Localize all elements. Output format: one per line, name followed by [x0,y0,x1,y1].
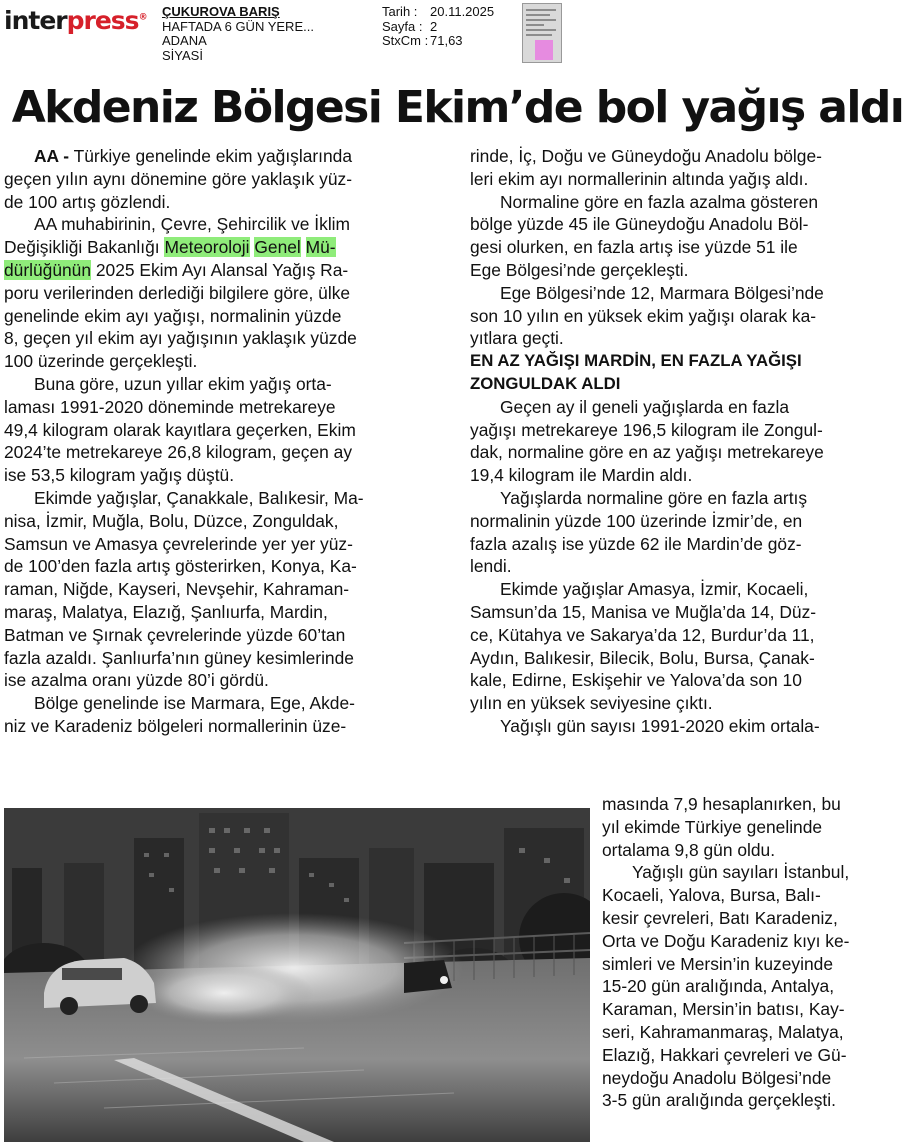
text-line: bölge yüzde 45 ile Güneydoğu Anadolu Böl- [470,214,809,235]
text-line: Batman ve Şırnak çevrelerinde yüzde 60’tan [4,624,346,645]
byline: AA - [34,146,70,166]
rain-street-photo [4,808,590,1142]
text-line: Ege Bölgesi’nde 12, Marmara Bölgesi’nde [500,282,824,303]
highlighted-line: Değişikliği Bakanlığı Meteoroloji Genel Mü- [4,237,336,258]
subheading: EN AZ YAĞIŞI MARDİN, EN FAZLA YAĞIŞI [470,351,802,371]
meta-stxcm: StxCm : 71,63 [382,33,463,48]
text-line: kesir çevreleri, Batı Karadeniz, [602,907,838,928]
text-line: Samsun ve Amasya çevrelerinde yer yer yüz- [4,533,353,554]
highlight-keyword: dürlüğünün [4,259,92,280]
text-line: seri, Kahramanmaraş, Malatya, [602,1021,844,1042]
text-line: yıl ekimde Türkiye genelinde [602,816,823,837]
interpress-logo: interpress® [4,6,147,35]
text-line: ise 53,5 kilogram yağış düştü. [4,465,235,486]
text-line: Yağışlı gün sayıları İstanbul, [632,862,850,883]
article-column-1 [4,145,444,738]
text-line: 100 üzerinde gerçekleşti. [4,351,198,372]
text-line: AA muhabirinin, Çevre, Şehircilik ve İklim [34,214,351,235]
text-line: ce, Kütahya ve Sakarya’da 12, Burdur’da 11, [470,624,815,645]
text-line: leri ekim ayı normallerinin altında yağış aldı. [470,168,809,189]
publication-city: ADANA [162,33,207,48]
text-line: yılın en yüksek seviyesine çıktı. [470,693,713,714]
text-line: geçen yılın aynı dönemine göre yaklaşık yüz- [4,168,352,189]
text-line: dak, normaline göre en az yağışı metrekareye [470,442,824,463]
highlight-keyword: Genel [254,237,301,258]
text-line: simleri ve Mersin’in kuzeyinde [602,953,833,974]
text-line: Buna göre, uzun yıllar ekim yağış orta- [34,373,332,394]
text-line: normalinin yüzde 100 üzerinde İzmir’de, en [470,510,803,531]
text-line: son 10 yılın en yüksek ekim yağışı olarak ka- [470,305,817,326]
clipping-meta [382,5,494,49]
text-line: yıtlara geçti. [470,328,564,349]
text-line: 2024’te metrekareye 26,8 kilogram, geçen ay [4,442,353,463]
text-line: kale, Edirne, Eskişehir ve Yalova’da son 10 [470,670,802,691]
text-line: Geçen ay il geneli yağışlarda en fazla [500,396,790,417]
text-line: fazla azalış ise yüzde 62 ile Mardin’de göz- [470,533,802,554]
text-line: Kocaeli, Yalova, Bursa, Balı- [602,885,821,906]
text-line: 15-20 gün aralığında, Antalya, [602,976,835,997]
text-line: de 100 artış gözlendi. [4,191,171,212]
text-line: niz ve Karadeniz bölgeleri normallerinin üze- [4,715,347,736]
text-line: nisa, İzmir, Muğla, Bolu, Düzce, Zonguldak, [4,510,339,531]
text-line: yağışı metrekareye 196,5 kilogram ile Zongul- [470,419,823,440]
text-line: gesi olurken, en fazla artış ise yüzde 51 ile [470,237,798,258]
text-line: Elazığ, Hakkari çevreleri ve Gü- [602,1044,847,1065]
text-line: laması 1991-2020 döneminde metrekareye [4,396,336,417]
text-line: de 100’den fazla artış gösterirken, Konya, Ka- [4,556,357,577]
text-line: dürlüğünün 2025 Ekim Ayı Alansal Yağış Ra- [4,259,349,280]
text-line: maraş, Malatya, Elazığ, Şanlıurfa, Mardin, [4,601,328,622]
text-line: Bölge genelinde ise Marmara, Ege, Akde- [34,693,355,714]
article-column-3 [602,793,907,1112]
publication-frequency: HAFTADA 6 GÜN YERE... [162,18,314,34]
text-line: poru verilerinden derlediği bilgilere göre, ülke [4,282,351,303]
text-line: Normaline göre en fazla azalma gösteren [500,191,819,212]
text-line: genelinde ekim ayı yağışı, normalinin yüzde [4,305,342,326]
text-line: ise azalma oranı yüzde 80’i gördü. [4,670,269,691]
lead-line: AA - Türkiye genelinde ekim yağışlarında [34,146,353,166]
text-line: Samsun’da 15, Manisa ve Muğla’da 14, Düz- [470,601,817,622]
clipping-highlight [535,40,553,60]
text-line: Ekimde yağışlar, Çanakkale, Balıkesir, Ma- [34,487,364,508]
text-line: Ekimde yağışlar Amasya, İzmir, Kocaeli, [500,579,809,600]
text-line: ortalama 9,8 gün oldu. [602,839,776,860]
meta-page: Sayfa : 2 [382,18,438,34]
text-line: 8, geçen yıl ekim ayı yağışının yaklaşık yüzde [4,328,357,349]
text-line: fazla azaldı. Şanlıurfa’nın güney kesimlerinde [4,647,354,668]
text-line: 19,4 kilogram ile Mardin aldı. [470,465,693,486]
text-line: Yağışlarda normaline göre en fazla artış [500,487,808,508]
article-column-2 [470,145,910,738]
headline: Akdeniz Bölgesi Ekim’de bol yağış aldı [11,82,904,133]
article-photo [4,808,590,1142]
text-line: rinde, İç, Doğu ve Güneydoğu Anadolu bölge- [470,146,822,166]
text-line: Yağışlı gün sayısı 1991-2020 ekim ortala- [500,715,820,736]
text-line: 49,4 kilogram olarak kayıtlara geçerken, Ekim [4,419,356,440]
text-line: Orta ve Doğu Karadeniz kıyı ke- [602,930,850,951]
text-line: lendi. [470,556,512,577]
publication-name: ÇUKUROVA BARIŞ [162,4,280,19]
text-line: Karaman, Mersin’in batısı, Kay- [602,999,845,1020]
text-line: Ege Bölgesi’nde gerçekleşti. [470,259,689,280]
subheading: ZONGULDAK ALDI [470,373,621,393]
text-line: raman, Niğde, Kayseri, Nevşehir, Kahraman- [4,579,350,600]
publication-info [162,5,314,63]
text-line: neydoğu Anadolu Bölgesi’nde [602,1067,832,1088]
text-line: 3-5 gün aralığında gerçekleşti. [602,1090,836,1111]
text-line: Aydın, Balıkesir, Bilecik, Bolu, Bursa, Çanak- [470,647,815,668]
highlight-keyword: Meteoroloji [164,237,250,258]
publication-category: SİYASİ [162,47,203,63]
highlight-keyword: Mü- [305,237,336,258]
page-thumbnail[interactable] [522,3,562,63]
meta-date: Tarih : 20.11.2025 [382,4,495,19]
text-line: masında 7,9 hesaplanırken, bu [602,794,841,814]
